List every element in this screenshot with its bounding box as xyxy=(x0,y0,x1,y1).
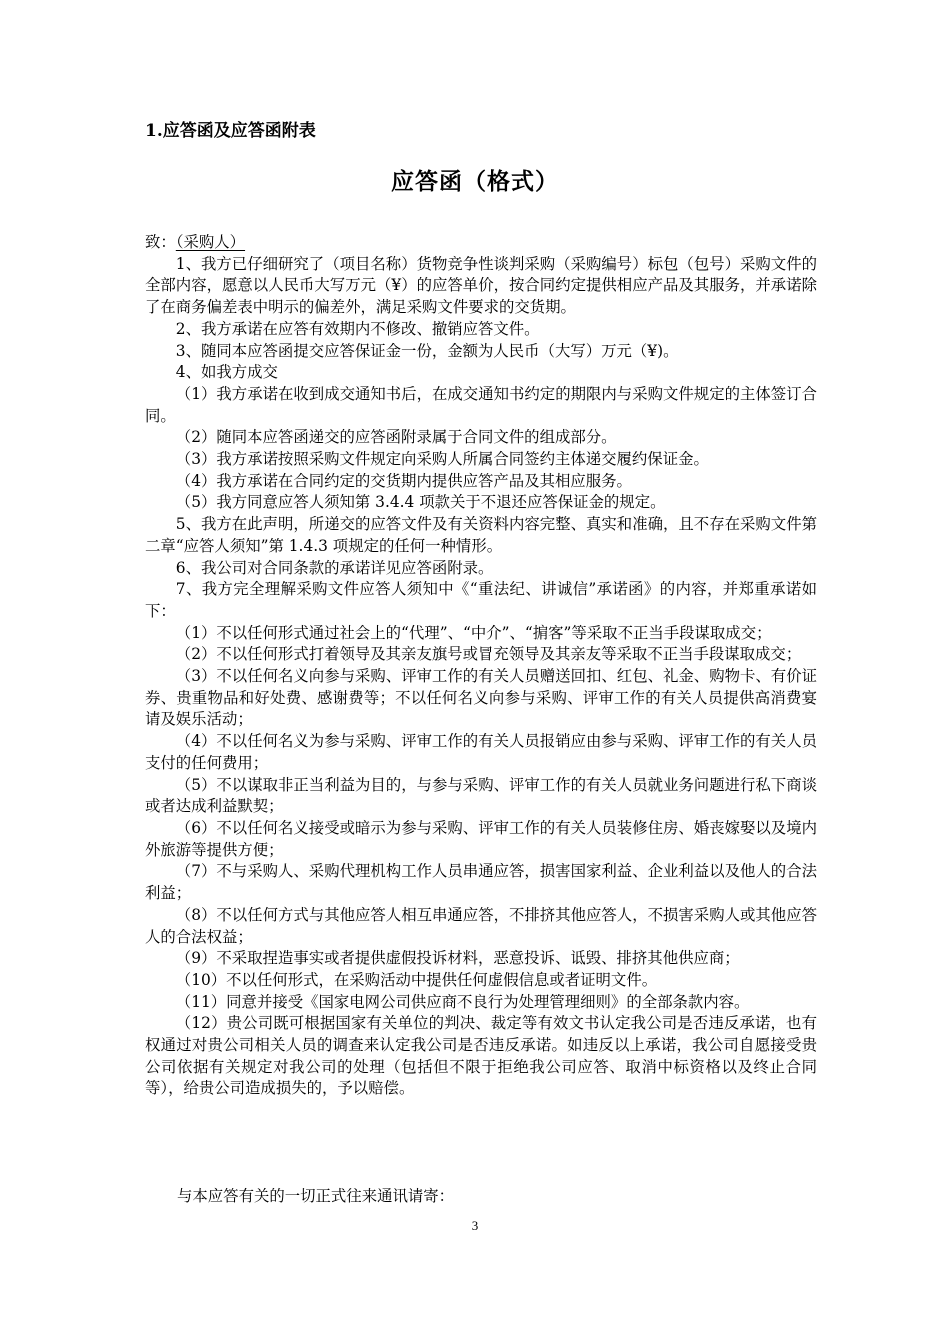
commitment-item-1: （1）不以任何形式通过社会上的“代理”、“中介”、“掮客”等采取不正当手段谋取成交； xyxy=(175,623,772,642)
correspondence-line: 与本应答有关的一切正式往来通讯请寄： xyxy=(177,1187,455,1205)
paragraph-award-1: （1）我方承诺在收到成交通知书后，在成交通知书约定的期限内与采购文件规定的主体签订合同。 xyxy=(145,384,817,425)
commitment-item-2: （2）不以任何形式打着领导及其亲友旗号或冒充领导及其亲友等采取不正当手段谋取成交； xyxy=(175,645,802,664)
letter-body xyxy=(145,232,817,1100)
commitment-item-6: （6）不以任何名义接受或暗示为参与采购、评审工作的有关人员装修住房、婚丧嫁娶以及境内外旅游等提供方便； xyxy=(145,818,817,859)
paragraph-award-5: （5）我方同意应答人须知第 3.4.4 项款关于不退还应答保证金的规定。 xyxy=(175,493,666,512)
section-heading: 1.应答函及应答函附表 xyxy=(145,121,316,141)
paragraph-award-4: （4）我方承诺在合同约定的交货期内提供应答产品及其相应服务。 xyxy=(175,471,632,490)
paragraph-no-modify: 2、我方承诺在应答有效期内不修改、撤销应答文件。 xyxy=(175,319,540,338)
commitment-item-12: （12）贵公司既可根据国家有关单位的判决、裁定等有效文书认定我公司是否违反承诺，也有权通过对贵公司相关人员的调查来认定我公司是否违反承诺。如违反以上承诺，我公司自愿接受贵公司依据有关规定对我公司的处理（包括但不限于拒绝我公司应答、取消中标资格以及终止合同等），给贵公司造成损失的，予以赔偿。 xyxy=(145,1014,817,1098)
commitment-item-8: （8）不以任何方式与其他应答人相互串通应答，不排挤其他应答人，不损害采购人或其他应答人的合法权益； xyxy=(145,905,817,946)
paragraph-award-3: （3）我方承诺按照采购文件规定向采购人所属合同签约主体递交履约保证金。 xyxy=(175,450,709,469)
paragraph-if-awarded: 4、如我方成交 xyxy=(175,363,278,382)
paragraph-integrity-intro: 7、我方完全理解采购文件应答人须知中《“重法纪、讲诚信”承诺函》的内容，并郑重承诺如下： xyxy=(145,580,817,620)
commitment-item-11: （11）同意并接受《国家电网公司供应商不良行为处理管理细则》的全部条款内容。 xyxy=(175,992,750,1011)
paragraph-contract-terms: 6、我公司对合同条款的承诺详见应答函附录。 xyxy=(175,558,494,577)
paragraph-deposit: 3、随同本应答函提交应答保证金一份，金额为人民币（大写）万元（¥)。 xyxy=(175,341,679,360)
page-number: 3 xyxy=(471,1218,479,1233)
paragraph-bid-price: 1、我方已仔细研究了（项目名称）货物竞争性谈判采购（采购编号）标包（包号）采购文件的全部内容，愿意以人民币大写万元（¥）的应答单价，按合同约定提供相应产品及其服务，并承诺除了在商务偏差表中明示的偏差外，满足采购文件要求的交货期。 xyxy=(145,254,817,317)
paragraph-award-2: （2）随同本应答函递交的应答函附录属于合同文件的组成部分。 xyxy=(175,428,617,447)
paragraph-declaration: 5、我方在此声明，所递交的应答文件及有关资料内容完整、真实和准确，且不存在采购文件第二章“应答人须知”第 1.4.3 项规定的任何一种情形。 xyxy=(145,515,817,555)
commitment-item-10: （10）不以任何形式，在采购活动中提供任何虚假信息或者证明文件。 xyxy=(175,970,658,989)
commitment-item-7: （7）不与采购人、采购代理机构工作人员串通应答，损害国家利益、企业利益以及他人的合法利益； xyxy=(145,862,817,903)
addressee-line xyxy=(145,232,817,254)
document-title: 应答函（格式） xyxy=(391,169,559,195)
commitment-item-4: （4）不以任何名义为参与采购、评审工作的有关人员报销应由参与采购、评审工作的有关人员支付的任何费用； xyxy=(145,732,817,772)
addressee-field: （采购人） xyxy=(175,233,246,251)
commitment-item-5: （5）不以谋取非正当利益为目的，与参与采购、评审工作的有关人员就业务问题进行私下商谈或者达成利益默契； xyxy=(145,775,817,816)
commitment-item-3: （3）不以任何名义向参与采购、评审工作的有关人员赠送回扣、红包、礼金、购物卡、有价证券、贵重物品和好处费、感谢费等；不以任何名义向参与采购、评审工作的有关人员提供高消费宴请及娱乐活动； xyxy=(145,667,817,729)
commitment-item-9: （9）不采取捏造事实或者提供虚假投诉材料，恶意投诉、诋毁、排挤其他供应商； xyxy=(175,949,740,968)
addressee-prefix: 致： xyxy=(145,233,176,251)
